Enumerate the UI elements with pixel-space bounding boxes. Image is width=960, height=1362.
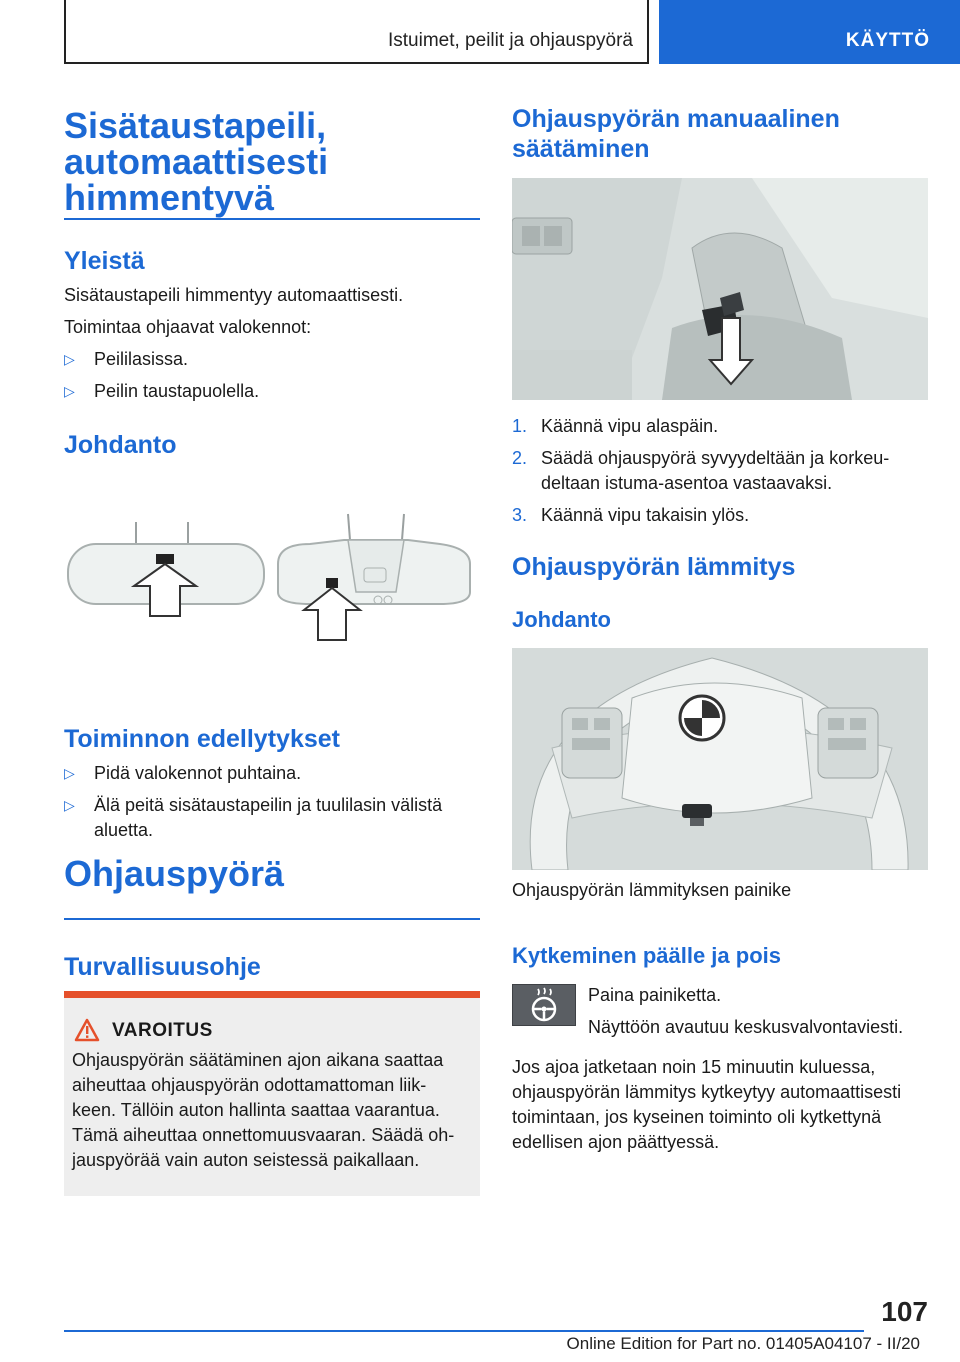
auto-text-line: ohjauspyörän lämmitys kytkeytyy automaattisesti — [512, 1082, 902, 1102]
general-heading: Yleistä — [64, 247, 145, 275]
list-item-text: aluetta. — [94, 820, 154, 840]
mirror-figure — [64, 500, 480, 660]
lever-illustration — [512, 178, 928, 400]
manual-heading-line-2: säätäminen — [512, 135, 650, 163]
auto-text-line: Jos ajoa jatketaan noin 15 minuutin kuluessa, — [512, 1057, 876, 1077]
step-text: Käännä vipu alaspäin. — [541, 416, 719, 436]
general-text-2: Toimintaa ohjaavat valokennot: — [64, 317, 312, 337]
page-title-line-2: automaattisesti — [64, 141, 329, 182]
heating-figure-caption: Ohjauspyörän lämmityksen painike — [512, 880, 792, 900]
steering-rule — [64, 918, 480, 920]
step-text: Käännä vipu takaisin ylös. — [541, 505, 750, 525]
warning-line: aiheuttaa ohjauspyörän odottamattoman liik- — [72, 1075, 427, 1095]
warning-line: keen. Tällöin auton hallinta saattaa vaarantua. — [72, 1100, 440, 1120]
auto-text-line: edellisen ajon päättyessä. — [512, 1132, 720, 1152]
step-text: deltaan istuma-asentoa vastaavaksi. — [541, 473, 833, 493]
steering-wheel-figure — [512, 648, 928, 870]
triangle-right-icon: ▷ — [64, 797, 75, 813]
intro-heading: Johdanto — [64, 431, 177, 459]
heating-intro-heading: Johdanto — [512, 607, 611, 632]
general-text-1: Sisätaustapeili himmentyy automaattisesti. — [64, 285, 404, 305]
list-item-text: Pidä valokennot puhtaina. — [94, 763, 302, 783]
warning-box — [64, 991, 480, 1196]
heating-heading: Ohjauspyörän lämmitys — [512, 553, 796, 581]
title-rule — [64, 218, 480, 220]
footer-rule — [64, 1330, 864, 1332]
safety-heading: Turvallisuusohje — [64, 953, 261, 981]
list-item-text: Peilin taustapuolella. — [94, 381, 260, 401]
header-section-box — [64, 0, 649, 64]
page-number: 107 — [881, 1296, 928, 1327]
steering-wheel-illustration — [512, 648, 928, 870]
header-chapter-tab[interactable] — [659, 0, 960, 64]
header-section-title: Istuimet, peilit ja ohjauspyörä — [387, 30, 633, 51]
triangle-right-icon: ▷ — [64, 383, 75, 399]
list-item-text: Älä peitä sisätaustapeilin ja tuulilasin välistä — [94, 795, 443, 815]
mirror-illustration — [64, 500, 480, 660]
step-number: 3. — [512, 505, 528, 525]
warning-line: Tämä aiheuttaa onnettomuusvaaran. Säädä oh- — [72, 1125, 455, 1145]
steering-heat-button — [512, 984, 576, 1026]
warning-line: Ohjauspyörän säätäminen ajon aikana saattaa — [72, 1050, 444, 1070]
warning-line: jauspyörää vain auton seistessä paikallaan. — [72, 1150, 420, 1170]
onoff-heading: Kytkeminen päälle ja pois — [512, 943, 781, 968]
auto-text-line: toimintaan, jos kyseinen toiminto oli kytkettynä — [512, 1107, 882, 1127]
triangle-right-icon: ▷ — [64, 765, 75, 781]
press-button-text: Paina painiketta. — [588, 985, 722, 1005]
message-text: Näyttöön avautuu keskusvalvontaviesti. — [588, 1017, 904, 1037]
steering-heat-icon — [513, 985, 575, 1025]
list-item-text: Peililasissa. — [94, 349, 189, 369]
steering-title: Ohjauspyörä — [64, 853, 285, 894]
requirements-heading: Toiminnon edellytykset — [64, 725, 340, 753]
page-title-line-3: himmentyvä — [64, 177, 275, 218]
step-number: 1. — [512, 416, 528, 436]
footer-edition: Online Edition for Part no. 01405A04107 - II/20 — [566, 1334, 920, 1353]
warning-title: VAROITUS — [112, 1020, 213, 1041]
page-title-line-1: Sisätaustapeili, — [64, 105, 327, 146]
step-number: 2. — [512, 448, 528, 468]
triangle-right-icon: ▷ — [64, 351, 75, 367]
manual-heading-line-1: Ohjauspyörän manuaalinen — [512, 105, 840, 133]
warning-text — [72, 1048, 474, 1173]
header-chapter-label: KÄYTTÖ — [845, 30, 930, 51]
step-text: Säädä ohjauspyörä syvyydeltään ja korkeu- — [541, 448, 890, 468]
warning-triangle-icon — [74, 1018, 100, 1042]
lever-figure — [512, 178, 928, 400]
